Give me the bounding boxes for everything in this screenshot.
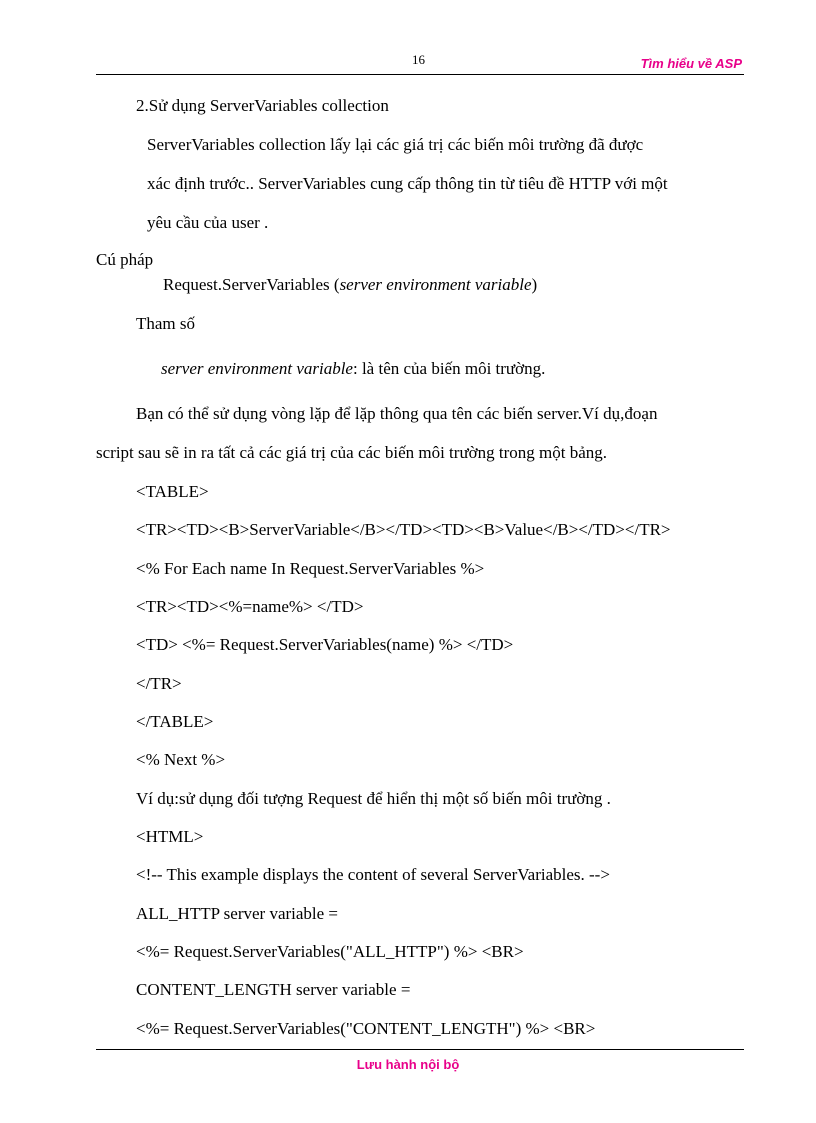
code-line: <TR><TD><B>ServerVariable</B></TD><TD><B>Value</B></TD></TR>	[136, 520, 671, 539]
header-rule	[96, 74, 744, 75]
param-line	[161, 359, 545, 379]
code-line: <!-- This example displays the content of several ServerVariables. -->	[136, 865, 610, 884]
example-intro: Ví dụ:sử dụng đối tượng Request để hiển thị một số biến môi trường .	[136, 789, 611, 808]
params-label: Tham số	[136, 314, 196, 333]
code-line: <TR><TD><%=name%> </TD>	[136, 597, 364, 616]
syntax-param: server environment variable	[339, 275, 532, 294]
intro-line-2: xác định trước.. ServerVariables cung cấp thông tin từ tiêu đề HTTP với một	[147, 174, 668, 193]
code-line: <TABLE>	[136, 482, 209, 501]
footer-text: Lưu hành nội bộ	[356, 1057, 460, 1072]
paragraph-2-line-1: Bạn có thể sử dụng vòng lặp để lặp thông qua tên các biến server.Ví dụ,đoạn	[136, 404, 658, 423]
syntax-line	[163, 275, 537, 295]
header-title: Tìm hiểu về ASP	[640, 56, 742, 71]
page-number: 16	[412, 52, 425, 67]
code-line: CONTENT_LENGTH server variable =	[136, 980, 411, 999]
syntax-label: Cú pháp	[96, 250, 154, 269]
syntax-prefix: Request.ServerVariables (	[163, 275, 340, 294]
section-heading: 2.Sử dụng ServerVariables collection	[136, 96, 389, 115]
code-line: <TD> <%= Request.ServerVariables(name) %> </TD>	[136, 635, 514, 654]
code-line: <% For Each name In Request.ServerVariables %>	[136, 559, 485, 578]
syntax-suffix: )	[531, 275, 538, 294]
param-desc: : là tên của biến môi trường.	[352, 359, 546, 378]
code-line: ALL_HTTP server variable =	[136, 904, 339, 923]
code-line: <%= Request.ServerVariables("ALL_HTTP") %> <BR>	[136, 942, 524, 961]
intro-line-1: ServerVariables collection lấy lại các giá trị các biến môi trường đã được	[147, 135, 644, 154]
code-line: <%= Request.ServerVariables("CONTENT_LENGTH") %> <BR>	[136, 1019, 596, 1038]
code-line: <% Next %>	[136, 750, 226, 769]
paragraph-2-line-2: script sau sẽ in ra tất cả các giá trị của các biến môi trường trong một bảng.	[96, 443, 608, 462]
code-line: <HTML>	[136, 827, 204, 846]
intro-line-3: yêu cầu của user .	[147, 213, 269, 232]
param-name: server environment variable	[161, 359, 353, 378]
footer-rule	[96, 1049, 744, 1050]
code-line: </TABLE>	[136, 712, 214, 731]
code-line: </TR>	[136, 674, 182, 693]
